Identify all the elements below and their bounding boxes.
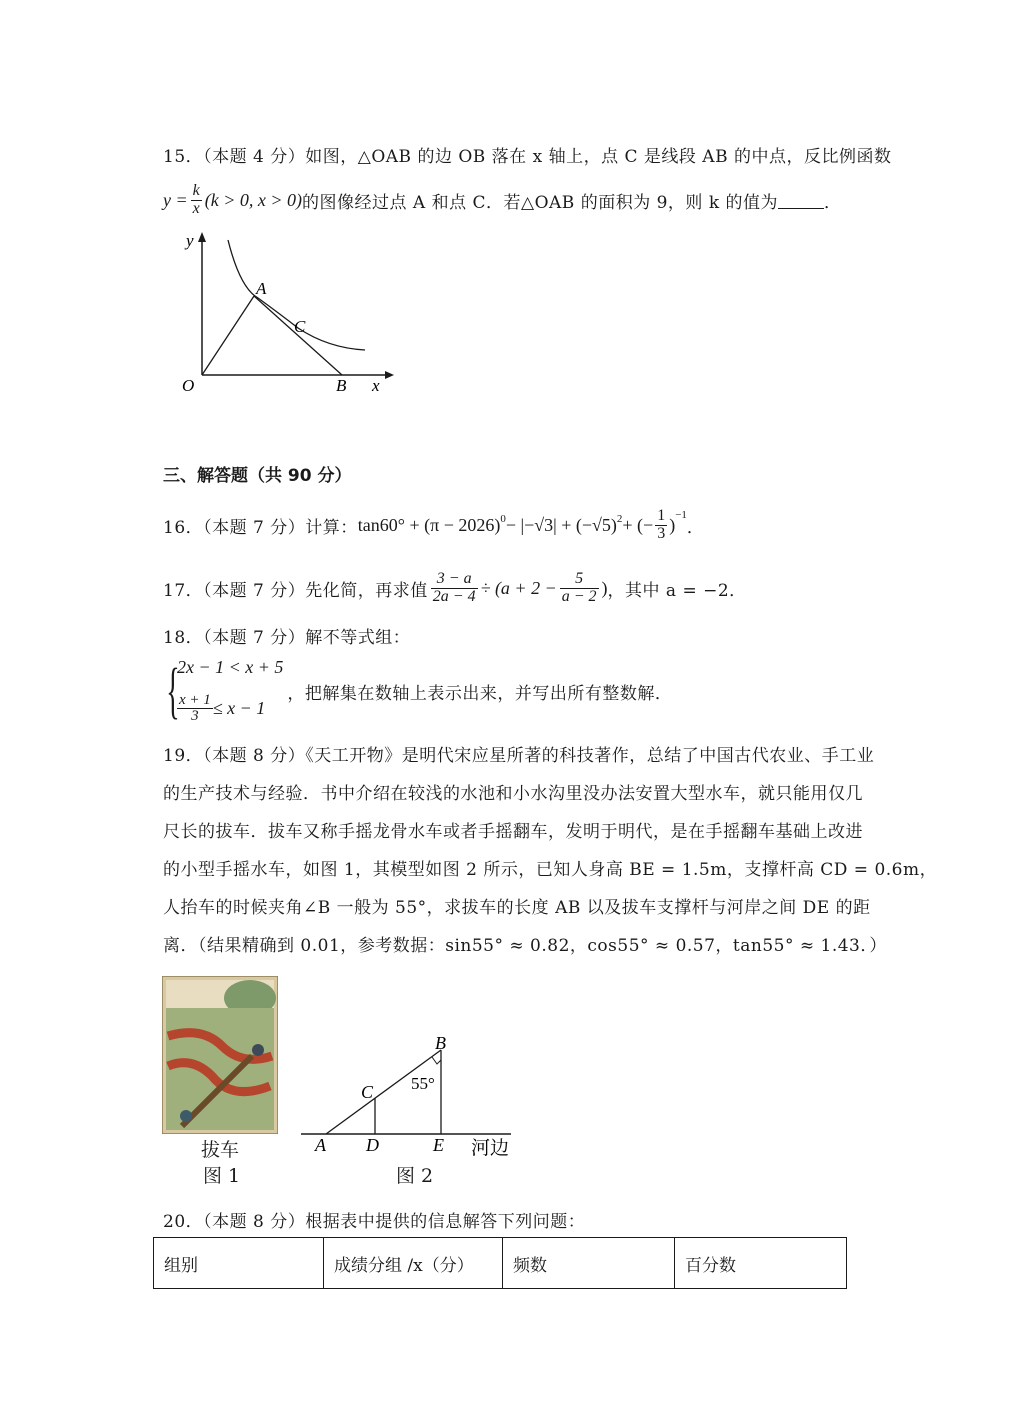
q16-exp0: 0 bbox=[500, 513, 506, 525]
q16-expr2: − |−√3| + (−√5) bbox=[505, 514, 617, 535]
table-header-percentage: 百分数 bbox=[675, 1238, 847, 1289]
q15-label-c: C bbox=[294, 317, 306, 336]
q17-line bbox=[163, 566, 747, 610]
fig2-label-c: C bbox=[361, 1082, 374, 1102]
q18-ineq2 bbox=[177, 693, 283, 726]
q19-line-4: 的小型手摇水车，如图 1，其模型如图 2 所示，已知人身高 BE = 1.5m，支撑杆高 CD = 0.6m， bbox=[163, 860, 938, 880]
q15-line1: 15．（本题 4 分）如图，△OAB 的边 OB 落在 x 轴上，点 C 是线段 AB 的中点，反比例函数 bbox=[163, 147, 892, 167]
q19-fig1-illustration bbox=[162, 976, 278, 1134]
q18-ineq2-rest: ≤ x − 1 bbox=[212, 698, 266, 719]
fig2-angle-label: 55° bbox=[411, 1074, 435, 1093]
q15-y-eq: y = bbox=[163, 189, 188, 210]
q15-figure bbox=[170, 228, 400, 398]
fig2-river-label: 河边 bbox=[471, 1138, 510, 1159]
q15-x-arrow-icon bbox=[385, 371, 394, 379]
q15-label-y: y bbox=[186, 231, 194, 250]
q19-line-1: 19．（本题 8 分）《天工开物》是明代宋应星所著的科技著作，总结了中国古代农业、手工业 bbox=[163, 746, 875, 766]
q16-exp2: 2 bbox=[616, 513, 623, 525]
table-header-row bbox=[154, 1238, 847, 1289]
q18-suffix: ，把解集在数轴上表示出来，并写出所有整数解． bbox=[287, 683, 673, 704]
fig2-angle-mark-icon bbox=[432, 1057, 441, 1064]
q15-label-b: B bbox=[336, 376, 347, 395]
q19-line-5: 人抬车的时候夹角∠B 一般为 55°，求拔车的长度 AB 以及拔车支撑杆与河岸之间 DE 的距 bbox=[163, 898, 871, 918]
table-header-frequency: 频数 bbox=[503, 1238, 675, 1289]
q15-y-arrow-icon bbox=[198, 232, 206, 242]
q18-ineq1: 2x − 1 < x + 5 bbox=[177, 657, 284, 677]
q18-brace: { bbox=[166, 657, 180, 725]
q18-frac-den: 3 bbox=[191, 708, 199, 725]
q15-condition: (k > 0, x > 0) bbox=[204, 189, 303, 210]
q16-expr1: tan60° + (π − 2026) bbox=[357, 514, 501, 535]
q19-fig1-label: 图 1 bbox=[203, 1165, 241, 1187]
q16-frac-num: 1 bbox=[657, 506, 666, 524]
fig1-person-1 bbox=[252, 1044, 264, 1056]
q18-frac-num: x + 1 bbox=[179, 691, 211, 708]
q19-line-2: 的生产技术与经验．书中介绍在较浅的水池和小水沟里没办法安置大型水车，就只能用仅几 bbox=[163, 784, 863, 804]
q19-fig2-label: 图 2 bbox=[396, 1165, 434, 1187]
section3-heading: 三、解答题（共 90 分） bbox=[163, 466, 352, 486]
q18-inequalities bbox=[177, 657, 283, 725]
q15-label-o: O bbox=[182, 376, 195, 395]
table-header-group: 组别 bbox=[154, 1238, 324, 1289]
q18-fraction bbox=[177, 693, 213, 726]
q19-line-6: 离．（结果精确到 0.01，参考数据：sin55° ≈ 0.82，cos55° ≈ 0.57，tan55° ≈ 1.43．） bbox=[163, 936, 887, 956]
q15-label-a: A bbox=[256, 279, 267, 298]
q16-exp-neg1: −1 bbox=[675, 509, 687, 521]
q17-fraction1 bbox=[431, 571, 478, 606]
q18-system bbox=[163, 655, 672, 727]
q16-expr3: + (− bbox=[622, 514, 654, 535]
q18-prefix: 18．（本题 7 分）解不等式组： bbox=[163, 628, 411, 648]
fig2-label-d: D bbox=[366, 1135, 379, 1155]
q16-end: ． bbox=[686, 517, 705, 538]
q16-fraction bbox=[655, 508, 667, 543]
q15-label-x: x bbox=[372, 376, 380, 395]
fig2-label-b: B bbox=[435, 1033, 446, 1053]
fig2-label-e: E bbox=[433, 1135, 444, 1155]
q17-frac2-num: 5 bbox=[560, 571, 599, 589]
q15-line2 bbox=[163, 178, 842, 222]
q15-answer-blank bbox=[778, 192, 824, 209]
q17-frac2-den: a − 2 bbox=[561, 587, 597, 605]
q15-fraction bbox=[191, 183, 202, 218]
q19-line-3: 尺长的拔车．拔车又称手摇龙骨水车或者手摇翻车，发明于明代，是在手摇翻车基础上改进 bbox=[163, 822, 863, 842]
table-header-score-range: 成绩分组 /x（分） bbox=[324, 1238, 503, 1289]
q20-prefix: 20．（本题 8 分）根据表中提供的信息解答下列问题： bbox=[163, 1212, 586, 1232]
q17-frac1-den: 2a − 4 bbox=[432, 587, 476, 605]
q16-expr4: ) bbox=[669, 514, 676, 535]
q15-frac-den: x bbox=[192, 199, 200, 217]
q20-score-table bbox=[153, 1237, 847, 1289]
q15-end: ． bbox=[824, 192, 842, 213]
q17-close: ) bbox=[601, 577, 608, 598]
fig1-person-2 bbox=[180, 1110, 192, 1122]
q17-fraction2 bbox=[560, 571, 599, 606]
q17-prefix: 17．（本题 7 分）先化简，再求值 bbox=[163, 580, 428, 601]
q17-suffix: ，其中 a = −2． bbox=[607, 580, 747, 601]
q16-frac-den: 3 bbox=[657, 524, 666, 542]
fig2-label-a: A bbox=[315, 1135, 326, 1155]
q17-frac1-num: 3 − a bbox=[431, 571, 478, 589]
q15-line2-rest: 的图像经过点 A 和点 C．若△OAB 的面积为 9，则 k 的值为 bbox=[302, 192, 779, 213]
q16-prefix: 16．（本题 7 分）计算： bbox=[163, 517, 358, 538]
q16-line bbox=[163, 503, 704, 547]
q19-fig1-caption: 拔车 bbox=[201, 1139, 240, 1161]
q17-div: ÷ (a + 2 − bbox=[480, 577, 557, 598]
q15-frac-num: k bbox=[192, 181, 200, 199]
q19-fig2-diagram bbox=[295, 1030, 520, 1160]
